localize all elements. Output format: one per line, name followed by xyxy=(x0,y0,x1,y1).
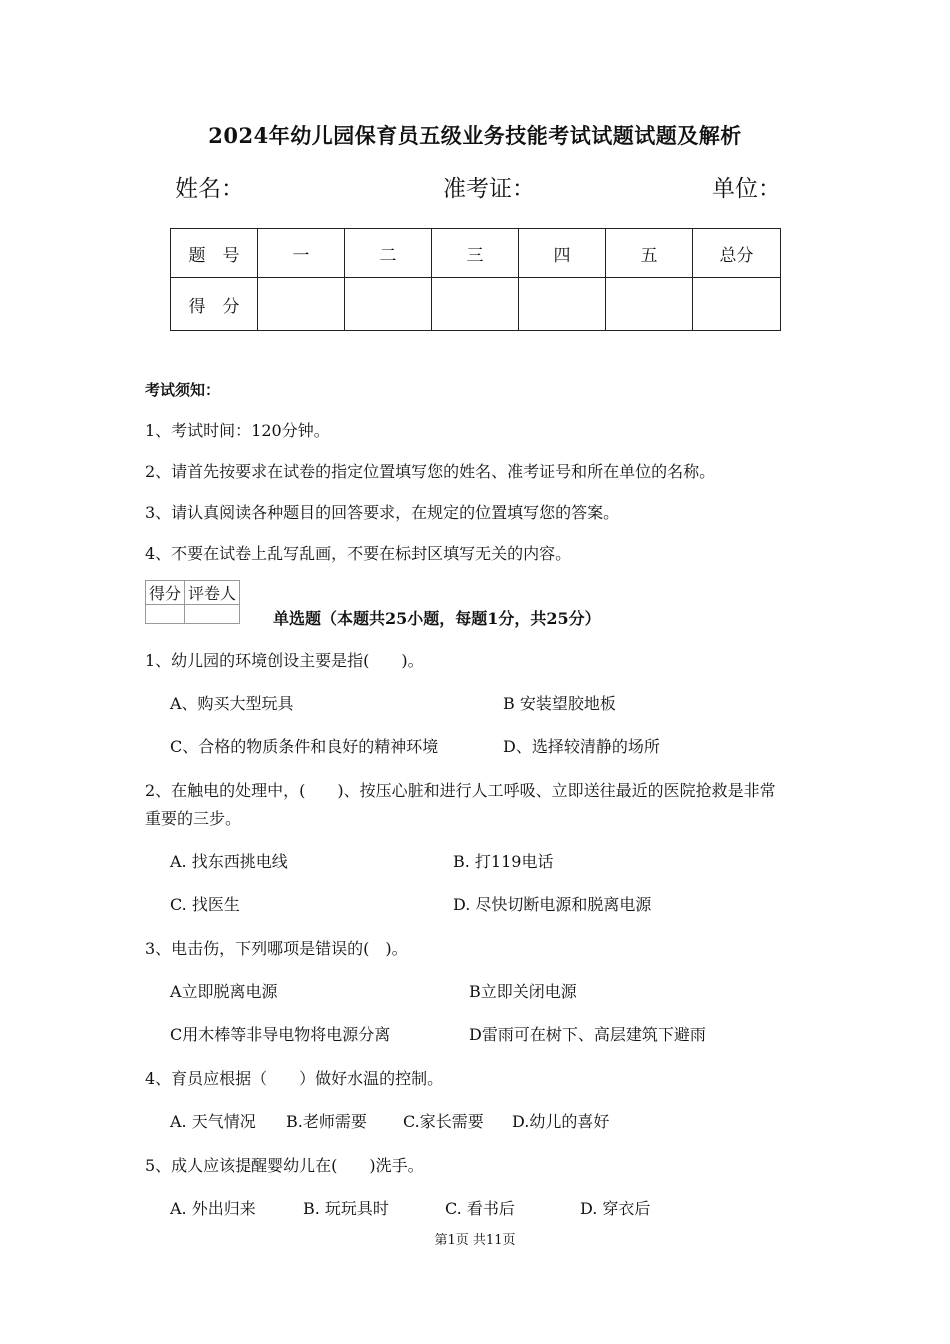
name-field-label: 姓名： xyxy=(175,176,244,202)
score-table-header-cell: 题 号 xyxy=(171,229,258,278)
score-table-header-cell: 二 xyxy=(345,229,432,278)
question-option: D. 尽快切断电源和脱离电源 xyxy=(453,895,652,914)
question-option: B.老师需要 xyxy=(286,1112,367,1131)
question-option: B立即关闭电源 xyxy=(469,982,577,1001)
score-table-header-cell: 三 xyxy=(432,229,519,278)
score-input-cell[interactable] xyxy=(519,278,606,331)
notice-heading: 考试须知： xyxy=(145,381,221,399)
grader-box xyxy=(145,580,240,624)
question-stem: 5、成人应该提醒婴幼儿在( )洗手。 xyxy=(145,1156,424,1175)
question-stem: 1、幼儿园的环境创设主要是指( )。 xyxy=(145,651,424,670)
question-option: C.家长需要 xyxy=(403,1112,484,1131)
question-option: D. 穿衣后 xyxy=(580,1199,651,1218)
score-row-label: 得 分 xyxy=(171,278,258,331)
grader-score-label: 得分 xyxy=(146,581,185,605)
question-option: D、选择较清静的场所 xyxy=(503,737,660,756)
score-input-cell[interactable] xyxy=(258,278,345,331)
notice-item: 1、考试时间：120分钟。 xyxy=(145,421,330,440)
grader-name-input[interactable] xyxy=(185,605,240,624)
question-stem: 2、在触电的处理中，( )、按压心脏和进行人工呼吸、立即送往最近的医院抢救是非常 xyxy=(145,781,776,800)
score-table-header-cell: 五 xyxy=(606,229,693,278)
page-title: 2024年幼儿园保育员五级业务技能考试试题试题及解析 xyxy=(208,123,742,148)
question-option: C. 找医生 xyxy=(170,895,240,914)
notice-item: 4、不要在试卷上乱写乱画，不要在标封区填写无关的内容。 xyxy=(145,544,572,563)
question-option: A立即脱离电源 xyxy=(170,982,278,1001)
score-table-header-cell: 总分 xyxy=(693,229,781,278)
score-input-cell[interactable] xyxy=(345,278,432,331)
score-table-header-cell: 一 xyxy=(258,229,345,278)
unit-field-label: 单位： xyxy=(712,176,781,202)
question-option: B 安装望胶地板 xyxy=(503,694,616,713)
score-input-cell[interactable] xyxy=(432,278,519,331)
question-option: D.幼儿的喜好 xyxy=(512,1112,610,1131)
exam-number-field-label: 准考证： xyxy=(443,176,535,202)
question-stem: 3、电击伤，下列哪项是错误的( )。 xyxy=(145,939,408,958)
question-option: A. 外出归来 xyxy=(170,1199,256,1218)
score-table-header-cell: 四 xyxy=(519,229,606,278)
question-option: C用木棒等非导电物将电源分离 xyxy=(170,1025,391,1044)
question-option: B. 玩玩具时 xyxy=(303,1199,389,1218)
notice-item: 2、请首先按要求在试卷的指定位置填写您的姓名、准考证号和所在单位的名称。 xyxy=(145,462,716,481)
score-input-cell[interactable] xyxy=(693,278,781,331)
score-input-cell[interactable] xyxy=(606,278,693,331)
question-option: A、购买大型玩具 xyxy=(170,694,294,713)
notice-item: 3、请认真阅读各种题目的回答要求，在规定的位置填写您的答案。 xyxy=(145,503,620,522)
page-number-footer: 第1页 共11页 xyxy=(434,1233,516,1248)
grader-score-input[interactable] xyxy=(146,605,185,624)
question-option: D雷雨可在树下、高层建筑下避雨 xyxy=(469,1025,706,1044)
score-table xyxy=(170,228,781,331)
grader-name-label: 评卷人 xyxy=(185,581,240,605)
question-stem: 4、育员应根据（ ）做好水温的控制。 xyxy=(145,1069,444,1088)
question-option: C、合格的物质条件和良好的精神环境 xyxy=(170,737,439,756)
question-option: C. 看书后 xyxy=(445,1199,515,1218)
question-option: A. 天气情况 xyxy=(170,1112,256,1131)
question-stem-continued: 重要的三步。 xyxy=(145,809,242,828)
question-option: B. 打119电话 xyxy=(453,852,554,871)
score-table-score-row xyxy=(171,278,781,331)
section-title: 单选题（本题共25小题，每题1分，共25分） xyxy=(273,609,601,628)
question-option: A. 找东西挑电线 xyxy=(170,852,288,871)
score-table-header-row xyxy=(171,229,781,278)
